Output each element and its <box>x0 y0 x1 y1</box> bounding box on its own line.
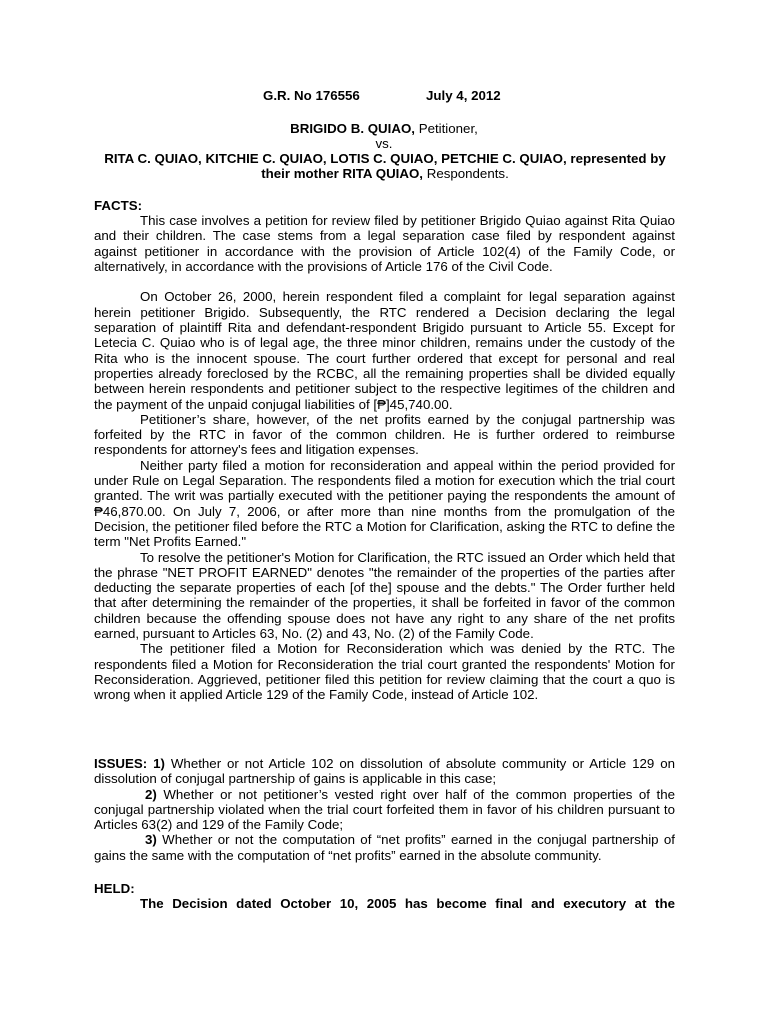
respondents-role: Respondents. <box>423 166 509 182</box>
issue-text: Whether or not the computation of “net profits” earned in the conjugal partnership of gains the same with the computation of “net profits” earned in the absolute community. <box>94 832 675 863</box>
facts-paragraph: Petitioner’s share, however, of the net profits earned by the conjugal partnership was forfeited by the RTC in favor of the common children. He is further ordered to reimburse respondents for attorney's fees and litigation expenses. <box>94 411 675 458</box>
issue-number: 3) <box>145 832 157 848</box>
petitioner-role: Petitioner, <box>415 121 478 136</box>
respondents-line <box>92 151 678 182</box>
issue-text: Whether or not Article 102 on dissolution of absolute community or Article 129 on dissolution of conjugal partnership of gains is applicable in this case; <box>94 756 675 787</box>
held-paragraph: The Decision dated October 10, 2005 has become final and executory at the <box>140 896 675 911</box>
facts-paragraph: The petitioner filed a Motion for Reconsideration which was denied by the RTC. The respondents filed a Motion for Reconsideration the trial court granted the respondents' Motion for Reconsideration. Aggrieved, petitioner filed this petition for review claiming that the court a quo is wrong when it applied Article 129 of the Family Code, instead of Article 102. <box>94 641 675 703</box>
gr-number: G.R. No 176556 <box>263 88 360 103</box>
issues-heading: ISSUES: <box>94 756 148 771</box>
facts-paragraph: On October 26, 2000, herein respondent filed a complaint for legal separation against herein petitioner Brigido. Subsequently, the RTC rendered a Decision declaring the legal separation of plaintiff Rita and defendant-respondent Brigido pursuant to Article 55. Except for Letecia C. Quiao who is of legal age, the three minor children, remains under the custody of the Rita who is the innocent spouse. The court further ordered that except for personal and real properties already foreclosed by the RCBC, all the remaining properties shall be divided equally between herein respondents and petitioner subject to the respective legitimes of the children and the payment of the unpaid conjugal liabilities of [₱]45,740.00. <box>94 289 675 412</box>
issue-item <box>94 756 675 787</box>
facts-paragraph: This case involves a petition for review filed by petitioner Brigido Quiao against Rita Quiao and their children. The case stems from a legal separation case filed by respondent against against petitioner in accordance with the provision of Article 102(4) of the Family Code, or alternatively, in accordance with the provisions of Article 176 of the Civil Code. <box>94 213 675 274</box>
issue-text: Whether or not petitioner’s vested right over half of the common properties of the conjugal partnership violated when the trial court forfeited them in favor of his children pursuant to Articles 63(2) and 129 of the Family Code; <box>94 786 675 833</box>
facts-section <box>94 213 675 703</box>
issue-number: 2) <box>145 786 157 802</box>
facts-paragraph: Neither party filed a motion for reconsideration and appeal within the period provided for under Rule on Legal Separation. The respondents filed a motion for execution which the trial court granted. The writ was partially executed with the petitioner paying the respondents the amount of ₱46,870.00. On July 7, 2006, or after more than nine months from the promulgation of the Decision, the petitioner filed before the RTC a Motion for Clarification, asking the RTC to define the term "Net Profits Earned." <box>94 457 675 550</box>
issue-item <box>94 832 675 863</box>
held-heading: HELD: <box>94 881 135 896</box>
issues-section <box>94 756 675 863</box>
facts-paragraph: To resolve the petitioner's Motion for Clarification, the RTC issued an Order which held that the phrase "NET PROFIT EARNED" denotes "the remainder of the properties of the parties after deducting the separate properties of each [of the] spouse and the debts." The Order further held that after determining the remainder of the properties, it shall be forfeited in favor of the common children because the offending spouse does not have any right to any share of the net profits earned, pursuant to Articles 63, No. (2) and 43, No. (2) of the Family Code. <box>94 549 675 642</box>
decision-date: July 4, 2012 <box>426 88 501 103</box>
issue-number: 1) <box>153 756 165 771</box>
petitioner-name: BRIGIDO B. QUIAO, <box>290 121 415 136</box>
respondents-names: RITA C. QUIAO, KITCHIE C. QUIAO, LOTIS C. QUIAO, PETCHIE C. QUIAO, represented by their mother RITA QUIAO, <box>104 151 666 182</box>
held-section <box>94 896 675 911</box>
issue-item <box>94 787 675 833</box>
facts-heading: FACTS: <box>94 198 143 213</box>
petitioner-line <box>0 121 768 136</box>
versus: vs. <box>375 136 393 151</box>
